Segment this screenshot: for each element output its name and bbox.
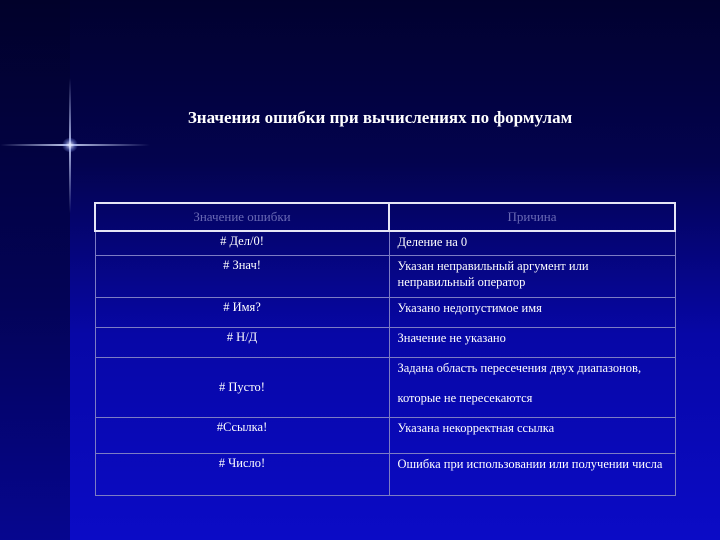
table-row xyxy=(95,231,675,255)
slide-title: Значения ошибки при вычислениях по формулам xyxy=(187,108,573,127)
table-row xyxy=(95,297,675,327)
header-reason: Причина xyxy=(389,203,675,231)
table-row xyxy=(95,357,675,417)
table-row xyxy=(95,327,675,357)
error-code-cell: # Пусто! xyxy=(95,357,389,417)
error-reason-cell: Ошибка при использовании или получении числа xyxy=(389,453,675,495)
table-row xyxy=(95,417,675,453)
light-flare-icon xyxy=(62,138,78,152)
error-code-cell: # Имя? xyxy=(95,297,389,327)
error-reason-line: которые не пересекаются xyxy=(397,390,533,405)
table-row xyxy=(95,453,675,495)
error-code-cell: # Знач! xyxy=(95,255,389,297)
table-header-row xyxy=(95,203,675,231)
error-reason-cell: Указан неправильный аргумент или неправильный оператор xyxy=(389,255,675,297)
header-error-value: Значение ошибки xyxy=(95,203,389,231)
slide-left-band xyxy=(0,0,70,540)
error-reason-cell: Деление на 0 xyxy=(389,231,675,255)
error-code-cell: # Число! xyxy=(95,453,389,495)
table-row xyxy=(95,255,675,297)
error-code-cell: # Дел/0! xyxy=(95,231,389,255)
error-reason-cell: Указано недопустимое имя xyxy=(389,297,675,327)
error-code-cell: # Н/Д xyxy=(95,327,389,357)
error-reason-cell: Значение не указано xyxy=(389,327,675,357)
error-reason-cell xyxy=(389,357,675,417)
error-reason-cell: Указана некорректная ссылка xyxy=(389,417,675,453)
error-values-table xyxy=(94,202,676,496)
error-reason-line: Задана область пересечения двух диапазонов, xyxy=(397,360,642,375)
error-code-cell: #Ссылка! xyxy=(95,417,389,453)
